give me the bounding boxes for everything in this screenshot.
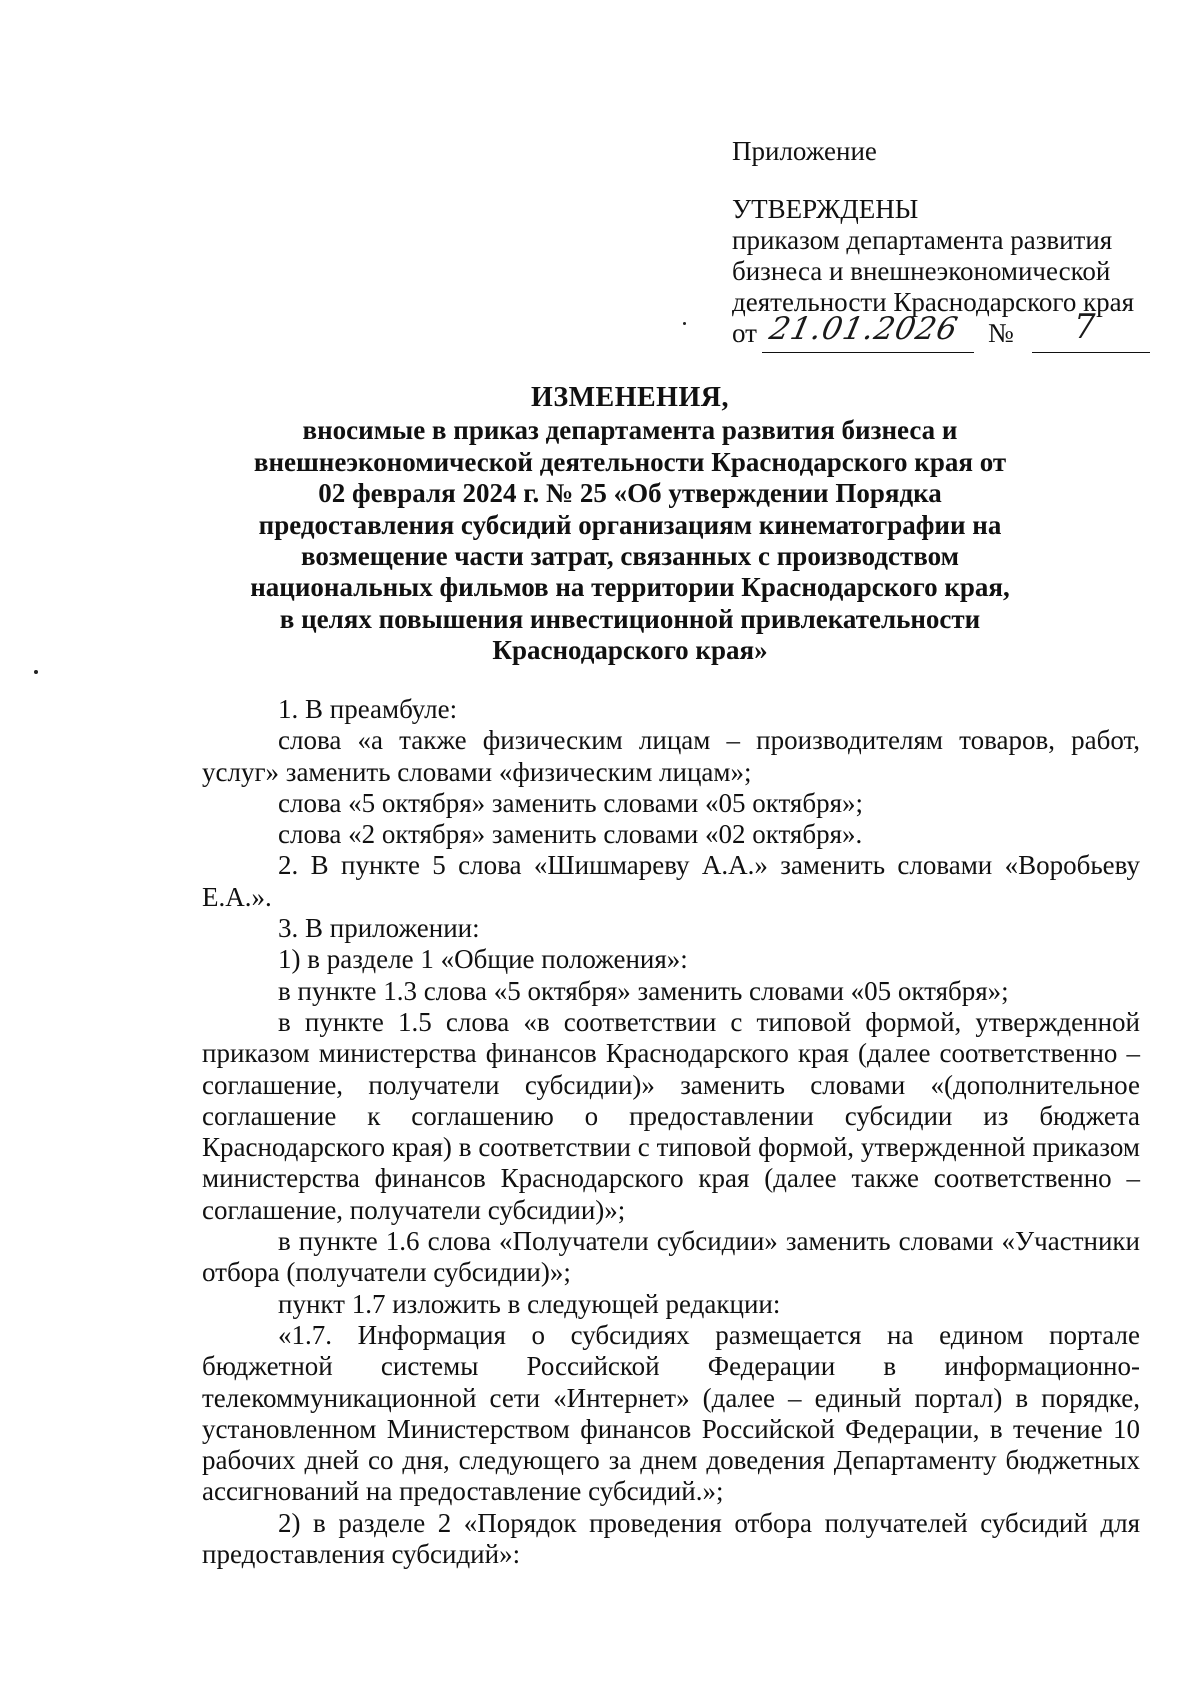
document-heading: ИЗМЕНЕНИЯ,	[531, 382, 729, 413]
paragraph: в пункте 1.6 слова «Получатели субсидии» заменить словами «Участники отбора (получатели субсидии)»;	[202, 1226, 1140, 1288]
scan-speck	[34, 670, 38, 674]
paragraph: слова «5 октября» заменить словами «05 октября»;	[278, 787, 863, 818]
handwritten-date: 21.01.2026	[766, 311, 962, 347]
paragraph: в пункте 1.5 слова «в соответствии с типовой формой, утвержденной приказом министерства финансов Краснодарского края (далее соответственно – соглашение, получатели субсидии)» заменить словами «(дополнительное соглашение к соглашению о предоставлении субсидии из бюджета Краснодарского края) в соответствии с типовой формой, утвержденной приказом министерства финансов Краснодарского края (далее также соответственно – соглашение, получатели субсидии)»;	[202, 1006, 1140, 1225]
subtitle-line: в целях повышения инвестиционной привлекательности	[279, 603, 981, 634]
order-line: приказом департамента развития	[732, 225, 1113, 255]
body-text	[202, 694, 1140, 1570]
approval-block	[732, 136, 1152, 358]
paragraph: слова «а также физическим лицам – производителям товаров, работ, услуг» заменить словами «физическим лицам»;	[202, 725, 1140, 787]
order-line: бизнеса и внешнеэкономической	[732, 256, 1111, 286]
order-line: деятельности Краснодарского края	[732, 287, 1135, 317]
title-block	[200, 382, 1060, 667]
paragraph: 1. В преамбуле:	[278, 694, 458, 724]
handwritten-date-field	[762, 311, 974, 353]
paragraph: 3. В приложении:	[278, 913, 480, 944]
paragraph: «1.7. Информация о субсидиях размещается на едином портале бюджетной системы Российской Федерации в информационно-телекоммуникационной сети «Интернет» (далее – единый портал) в порядке, установленном Министерством финансов Российской Федерации, в течение 10 рабочих дней со дня, следующего за днем доведения Департаменту бюджетных ассигнований на предоставление субсидий.»;	[202, 1319, 1140, 1507]
handwritten-number: 7	[1074, 307, 1096, 347]
subtitle-line: вносимые в приказ департамента развития бизнеса и	[302, 415, 958, 446]
annex-label: Приложение	[732, 136, 877, 166]
number-label: №	[988, 318, 1014, 348]
from-label: от	[732, 318, 757, 348]
paragraph: 2. В пункте 5 слова «Шишмареву А.А.» заменить словами «Воробьеву Е.А.».	[202, 850, 1140, 912]
order-date-number-row	[732, 307, 1152, 358]
scan-speck	[683, 322, 686, 325]
subtitle-line: Краснодарского края»	[492, 635, 768, 666]
subtitle-line: внешнеэкономической деятельности Краснодарского края от	[253, 446, 1007, 477]
subtitle-line: предоставления субсидий организациям кинематографии на	[258, 509, 1002, 540]
paragraph: слова «2 октября» заменить словами «02 октября».	[278, 819, 863, 850]
handwritten-number-field	[1032, 307, 1150, 353]
subtitle-line: национальных фильмов на территории Краснодарского края,	[250, 572, 1010, 603]
paragraph: пункт 1.7 изложить в следующей редакции:	[278, 1288, 781, 1319]
paragraph: 2) в разделе 2 «Порядок проведения отбора получателей субсидий для предоставления субсидий»:	[202, 1507, 1140, 1570]
approved-label: УТВЕРЖДЕНЫ	[732, 194, 919, 224]
subtitle-line: возмещение части затрат, связанных с производством	[300, 541, 960, 572]
paragraph: 1) в разделе 1 «Общие положения»:	[278, 944, 688, 975]
subtitle-line: 02 февраля 2024 г. № 25 «Об утверждении Порядка	[318, 478, 942, 509]
paragraph: в пункте 1.3 слова «5 октября» заменить словами «05 октября»;	[278, 975, 1009, 1006]
